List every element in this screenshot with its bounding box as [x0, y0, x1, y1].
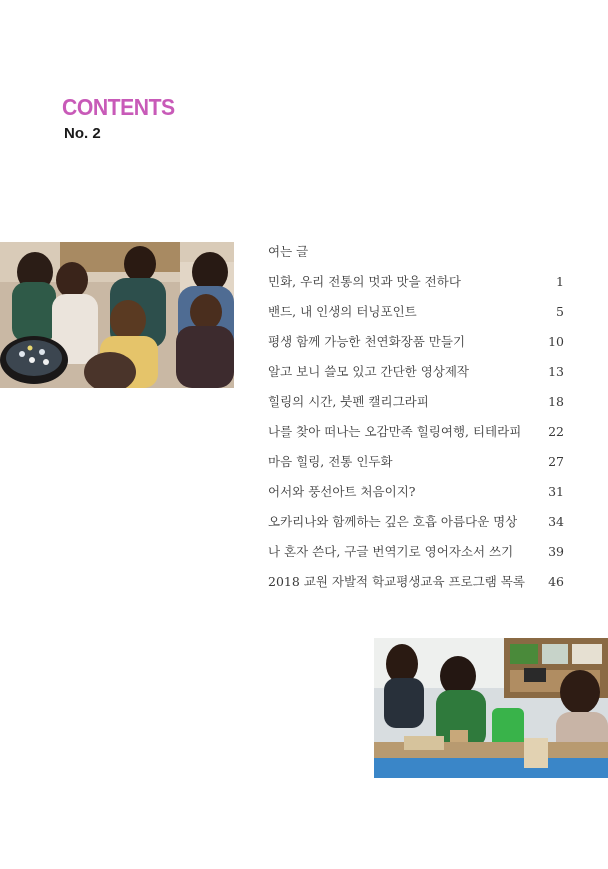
toc-item — [268, 332, 564, 362]
toc-item-title: 나를 찾아 떠나는 오감만족 힐링여행, 티테라피 — [268, 424, 522, 439]
toc-item-page: 1 — [556, 274, 564, 289]
toc-item-page: 31 — [548, 484, 564, 499]
issue-number: No. 2 — [64, 125, 101, 142]
toc-item — [268, 512, 564, 542]
toc-item-title: 2018 교원 자발적 학교평생교육 프로그램 목록 — [268, 574, 525, 589]
toc-item — [268, 302, 564, 332]
toc-item — [268, 392, 564, 422]
toc-item-page: 34 — [548, 514, 564, 529]
toc-item-title: 어서와 풍선아트 처음이지? — [268, 484, 416, 499]
toc-item — [268, 572, 564, 602]
toc-item-title: 나 혼자 쓴다, 구글 번역기로 영어자소서 쓰기 — [268, 544, 514, 559]
toc-item-page: 39 — [548, 544, 564, 559]
toc-item-page: 13 — [548, 364, 564, 379]
toc-item — [268, 362, 564, 392]
toc-list — [268, 272, 564, 602]
toc-item-page: 18 — [548, 394, 564, 409]
toc-item — [268, 542, 564, 572]
toc-item-page: 5 — [556, 304, 564, 319]
toc-item-title: 오카리나와 함께하는 깊은 호흡 아름다운 명상 — [268, 514, 518, 529]
toc-intro: 여는 글 — [268, 244, 309, 259]
workshop-photo-class — [374, 638, 608, 778]
contents-title: CONTENTS — [62, 94, 175, 120]
toc-item — [268, 482, 564, 512]
toc-item — [268, 422, 564, 452]
toc-item-title: 힐링의 시간, 붓펜 캘리그라피 — [268, 394, 429, 409]
toc-item-page: 27 — [548, 454, 564, 469]
toc-item — [268, 272, 564, 302]
toc-item-title: 민화, 우리 전통의 멋과 맛을 전하다 — [268, 274, 461, 289]
workshop-photo-group — [0, 242, 234, 388]
toc-item-page: 10 — [548, 334, 564, 349]
toc-item-title: 알고 보니 쓸모 있고 간단한 영상제작 — [268, 364, 469, 379]
toc-item-title: 평생 함께 가능한 천연화장품 만들기 — [268, 334, 466, 349]
toc-item-page: 46 — [548, 574, 564, 589]
toc-item-title: 마음 힐링, 전통 인두화 — [268, 454, 393, 469]
toc-item — [268, 452, 564, 482]
toc-item-title: 밴드, 내 인생의 터닝포인트 — [268, 304, 417, 319]
toc-item-page: 22 — [548, 424, 564, 439]
